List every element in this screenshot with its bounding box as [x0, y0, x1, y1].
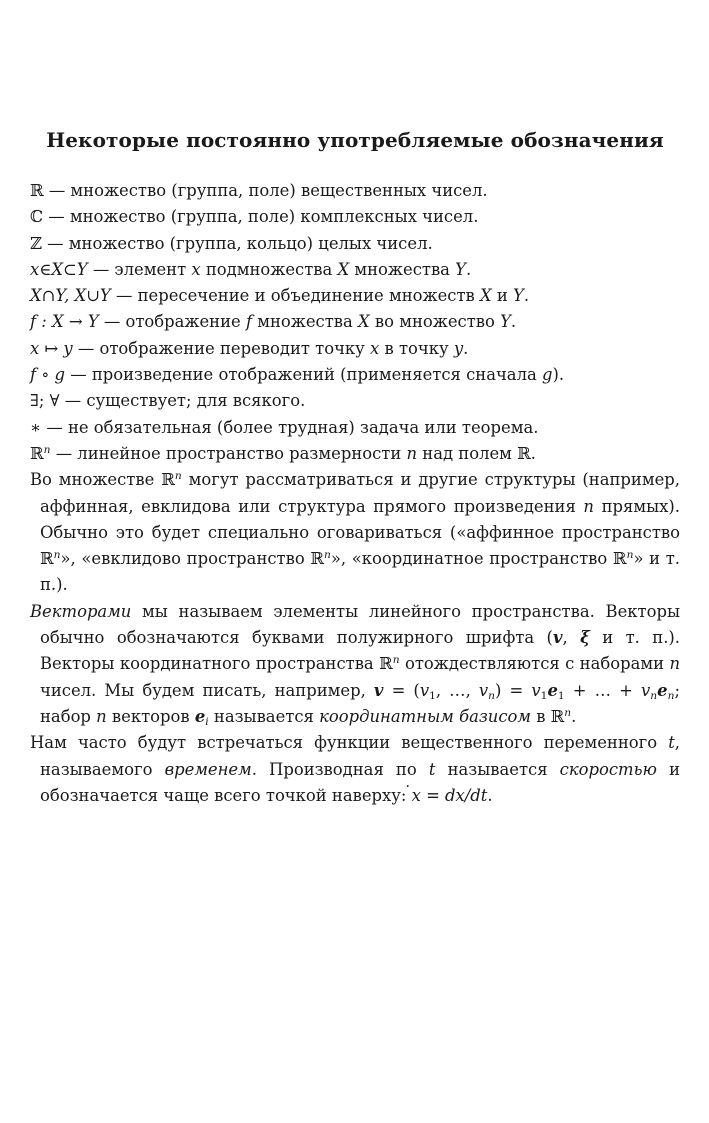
- page-title: Некоторые постоянно употребляемые обозначения: [46, 128, 664, 152]
- notation-quantifiers: ∃; ∀ — существует; для всякого.: [30, 391, 306, 411]
- notation-complex-numbers: ℂ — множество (группа, поле) комплексных чисел.: [30, 207, 479, 227]
- symbol-mapping: f : X → Y: [30, 312, 99, 332]
- symbol-complex: ℂ: [30, 207, 44, 227]
- paragraph-structures: Во множестве ℝ$^n$ могут рассматриваться и другие структуры (например, аффинная, евклидова или структура прямого произведения n прямых). Обычно это будет специально оговариваться («аффинное пространство ℝ$^n$», «евклидово пространство ℝ$^n$», «координатное пространство ℝ$^n$» и т. п.).: [30, 469, 680, 595]
- notation-composition: f ∘ g — произведение отображений (применяется сначала g).: [30, 365, 565, 385]
- symbol-asterisk: ∗: [30, 417, 42, 437]
- symbol-maps-to: x ↦ y: [30, 338, 73, 358]
- paragraph-vectors: Векторами мы называем элементы линейного пространства. Векторы обычно обозначаются буквами полужирного шрифта (v, ξ и т. п.). Векторы координатного пространства ℝ$^n$ отождествляются с наборами n чисел. Мы будем писать, например, $v = (v_1$, …, $v_n) = v_1e_1$ + … + $v_ne_n$; набор n векторов $e_i$ называется координатным базисом в ℝ$^n$.: [30, 601, 681, 729]
- symbol-composition: f ∘ g: [30, 365, 66, 385]
- notation-mapping: f : X → Y — отображение f множества X во множество Y.: [30, 312, 517, 332]
- paragraph-time-derivative: Нам часто будут встречаться функции вещественного переменного t, называемого временем. Производная по t называется скоростью и обозначается чаще всего точкой наверху: x ˙ = dx/dt.: [30, 730, 680, 809]
- notation-subset-element: x∈X⊂Y — элемент x подмножества X множества Y.: [30, 259, 472, 279]
- document-page: [30, 128, 680, 809]
- x-dot: x ˙: [412, 786, 421, 805]
- notation-intersection-union: X∩Y, X∪Y — пересечение и объединение множеств X и Y.: [30, 286, 530, 306]
- symbol-intersection-union: X∩Y, X∪Y: [30, 286, 111, 306]
- symbol-integers: ℤ: [30, 233, 42, 253]
- symbol-reals: ℝ: [30, 181, 44, 200]
- notation-integers: ℤ — множество (группа, кольцо) целых чисел.: [30, 233, 433, 253]
- notation-real-numbers: ℝ — множество (группа, поле) вещественных чисел.: [30, 181, 488, 200]
- symbol-element-subset: x∈X⊂Y: [30, 259, 88, 279]
- symbol-quantifiers: ∃; ∀: [30, 391, 60, 411]
- symbol-rn: ℝ: [30, 443, 44, 463]
- notation-linear-space: ℝ$^n$ — линейное пространство размерности n над полем ℝ.: [30, 443, 536, 463]
- notation-optional-problem: ∗ — не обязательная (более трудная) задача или теорема.: [30, 417, 539, 437]
- notation-maps-to: x ↦ y — отображение переводит точку x в точку y.: [30, 338, 469, 358]
